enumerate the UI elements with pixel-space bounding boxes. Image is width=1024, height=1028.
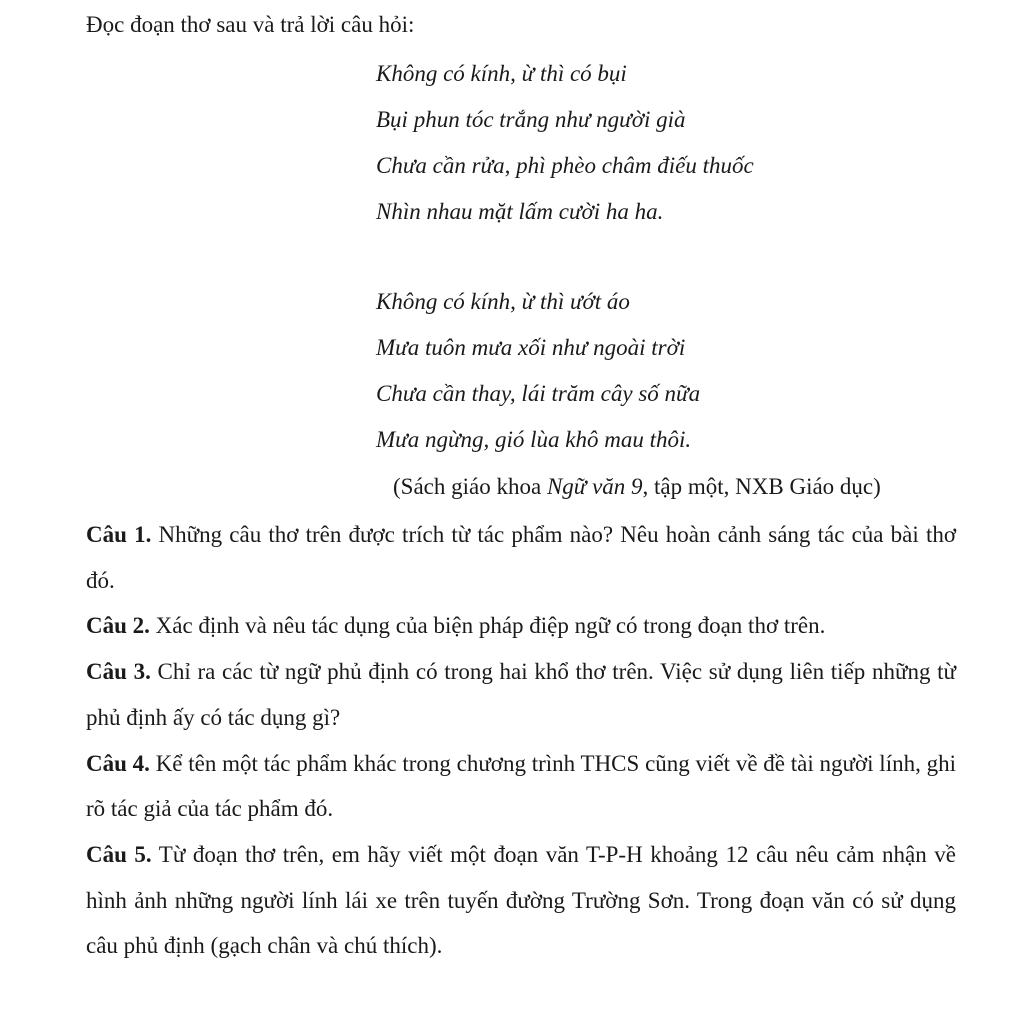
question-number: Câu 5. [86,841,152,867]
poem-line: Bụi phun tóc trắng như người già [376,107,686,132]
poem-line: Chưa cần rửa, phì phèo châm điếu thuốc [376,153,754,178]
poem-line: Chưa cần thay, lái trăm cây số nữa [376,381,701,406]
poem-line: Không có kính, ừ thì có bụi [376,61,627,86]
question-1 [86,512,956,603]
question-3 [86,649,956,740]
poem-line: Mưa ngừng, gió lùa khô mau thôi. [376,427,692,452]
poem-excerpt [376,54,976,466]
question-number: Câu 1. [86,522,152,547]
question-text: Chỉ ra các từ ngữ phủ định có trong hai khổ thơ trên. Việc sử dụng liên tiếp những từ phủ định ấy có tác dụng gì? [86,659,956,730]
question-2 [86,603,956,649]
source-prefix: (Sách giáo khoa [393,474,547,499]
question-number: Câu 2. [86,613,150,639]
poem-line: Mưa tuôn mưa xối như ngoài trời [376,335,686,360]
question-4 [86,741,956,832]
source-book-title: Ngữ văn 9 [546,474,643,499]
question-list [86,512,956,969]
question-text: Những câu thơ trên được trích từ tác phẩm nào? Nêu hoàn cảnh sáng tác của bài thơ đó. [86,522,957,593]
question-5 [86,832,956,969]
poem-line: Không có kính, ừ thì ướt áo [376,289,630,314]
instruction-text: Đọc đoạn thơ sau và trả lời câu hỏi: [86,12,415,37]
source-citation [393,470,881,504]
question-text: Xác định và nêu tác dụng của biện pháp điệp ngữ có trong đoạn thơ trên. [149,613,826,639]
question-number: Câu 4. [86,750,150,776]
stanza-gap [376,238,976,282]
source-suffix: , tập một, NXB Giáo dục) [642,474,881,499]
question-text: Kể tên một tác phẩm khác trong chương trình THCS cũng viết về đề tài người lính, ghi rõ tác giả của tác phẩm đó. [86,750,956,822]
question-number: Câu 3. [86,659,151,685]
question-text: Từ đoạn thơ trên, em hãy viết một đoạn văn T-P-H khoảng 12 câu nêu cảm nhận về hình ảnh những người lính lái xe trên tuyến đường Trường Sơn. Trong đoạn văn có sử dụng câu phủ định (gạch chân và chú thích). [86,841,956,959]
poem-line: Nhìn nhau mặt lấm cười ha ha. [376,199,664,224]
